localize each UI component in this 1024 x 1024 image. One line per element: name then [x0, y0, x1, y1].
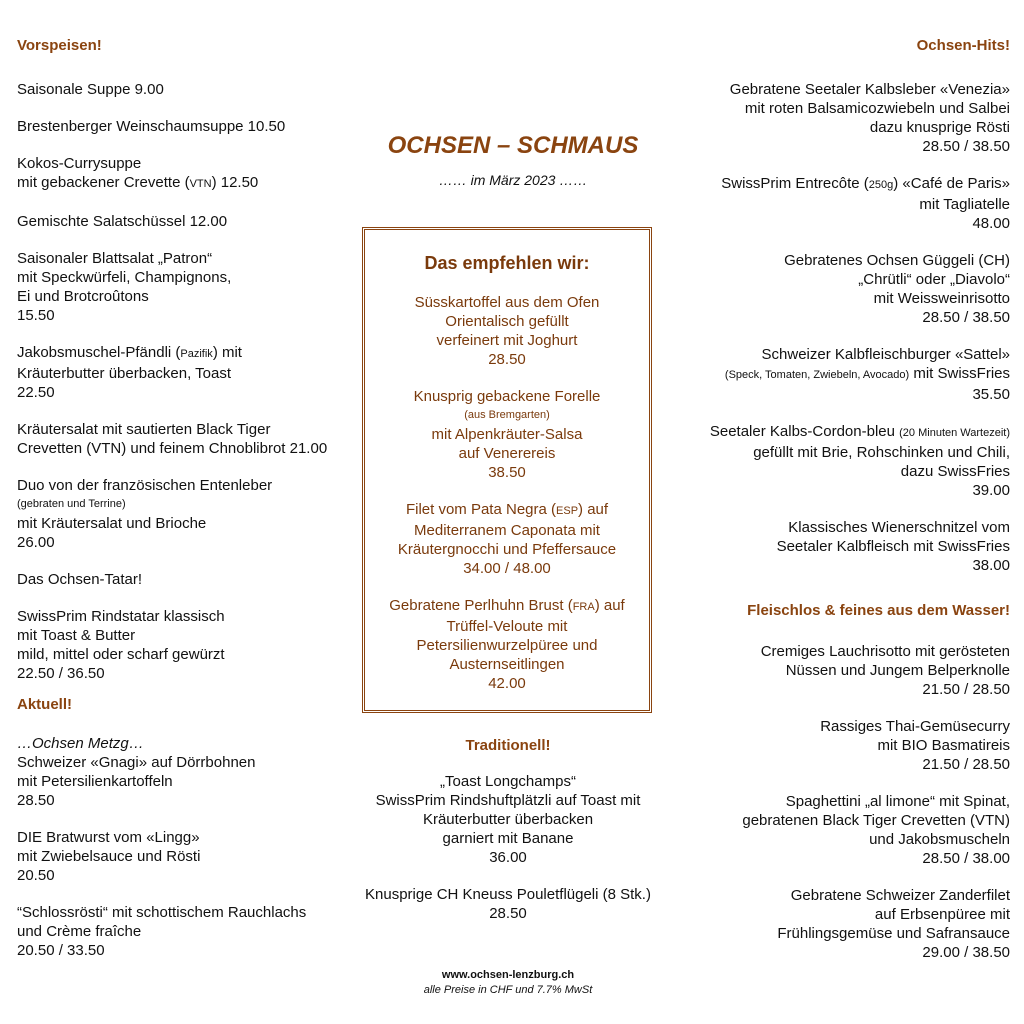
menu-item: [17, 343, 357, 402]
menu-item: [348, 772, 668, 867]
item-line: Gemischte Salatschüssel 12.00: [17, 213, 228, 230]
item-text: ) «Café de Paris»: [893, 175, 1010, 192]
item-price: 28.50: [488, 351, 526, 368]
menu-title: OCHSEN – SCHMAUS: [387, 132, 639, 159]
item-price: 39.00: [972, 482, 1010, 499]
item-price: 28.50 / 38.50: [922, 309, 1010, 326]
menu-subtitle: …… im März 2023 ……: [438, 172, 588, 188]
item-line: mit roten Balsamicozwiebeln und Salbei: [744, 100, 1010, 117]
item-line: dazu SwissFries: [900, 463, 1010, 480]
item-line: Kräuterbutter überbacken, Toast: [17, 365, 232, 382]
item-line: Das Ochsen-Tatar!: [17, 571, 143, 588]
item-line: Nüssen und Jungem Belperknolle: [785, 662, 1010, 679]
item-line: Spaghettini „al limone“ mit Spinat,: [785, 793, 1010, 810]
item-line: verfeinert mit Joghurt: [436, 332, 578, 349]
menu-item: [17, 476, 357, 552]
menu-item: [680, 518, 1010, 575]
item-subheading: …Ochsen Metzg…: [17, 735, 144, 752]
item-price: 21.50 / 28.50: [922, 756, 1010, 773]
menu-item: [680, 886, 1010, 962]
item-line: Trüffel-Veloute mit: [446, 618, 568, 635]
item-line: Schweizer «Gnagi» auf Dörrbohnen: [17, 754, 256, 771]
item-price: 26.00: [17, 534, 55, 551]
menu-item: [17, 420, 357, 458]
item-line: und Jakobsmuscheln: [869, 831, 1010, 848]
item-price: 38.50: [488, 464, 526, 481]
item-price: 42.00: [488, 675, 526, 692]
item-price: 15.50: [17, 307, 55, 324]
item-line: Cremiges Lauchrisotto mit gerösteten: [760, 643, 1010, 660]
item-line: Frühlingsgemüse und Safransauce: [777, 925, 1010, 942]
item-line: SwissPrim Rindstatar klassisch: [17, 608, 225, 625]
item-text: ) mit: [212, 344, 242, 361]
item-line: Gebratene Schweizer Zanderfilet: [790, 887, 1010, 904]
item-text: SwissPrim Entrecôte (: [721, 175, 869, 192]
footer: [348, 968, 668, 998]
menu-item: [680, 642, 1010, 699]
item-line: Schweizer Kalbfleischburger «Sattel»: [761, 346, 1010, 363]
menu-item: [680, 174, 1010, 233]
menu-item: [17, 903, 357, 960]
item-note: 250g: [868, 179, 894, 191]
item-line: Petersilienwurzelpüree und: [416, 637, 598, 654]
left-column: [17, 30, 357, 978]
item-price: 21.50 / 28.50: [922, 681, 1010, 698]
item-line: gefüllt mit Brie, Rohschinken und Chili,: [753, 444, 1010, 461]
item-line: Brestenberger Weinschaumsuppe 10.50: [17, 118, 286, 135]
item-text: ) auf: [594, 597, 625, 614]
item-line: Duo von der französischen Entenleber: [17, 477, 273, 494]
menu-item: [17, 734, 357, 810]
section-title-fleischlos: Fleischlos & feines aus dem Wasser!: [747, 602, 1010, 619]
item-price: 22.50: [17, 384, 55, 401]
item-line: [365, 500, 649, 521]
menu-item: [680, 345, 1010, 404]
item-price: 22.50 / 36.50: [17, 665, 105, 682]
item-line: Rassiges Thai-Gemüsecurry: [820, 718, 1010, 735]
item-line: Orientalisch gefüllt: [445, 313, 569, 330]
item-price: 29.00 / 38.50: [922, 944, 1010, 961]
item-line: DIE Bratwurst vom «Lingg»: [17, 829, 200, 846]
item-line: auf Erbsenpüree mit: [874, 906, 1010, 923]
menu-item: [365, 596, 649, 693]
item-line: mit Weissweinrisotto: [873, 290, 1010, 307]
item-line: mit Tagliatelle: [919, 196, 1010, 213]
item-note: (20 Minuten Wartezeit): [899, 427, 1010, 439]
item-note: FRA: [572, 601, 595, 613]
menu-item: [680, 792, 1010, 868]
item-line: mit Kräutersalat und Brioche: [17, 515, 207, 532]
right-column: [680, 30, 1010, 980]
menu-item: [680, 80, 1010, 156]
item-line: Saisonale Suppe 9.00: [17, 81, 164, 98]
item-line: dazu knusprige Rösti: [869, 119, 1010, 136]
menu-item: [365, 500, 649, 578]
item-line: Ei und Brotcroûtons: [17, 288, 149, 305]
menu-item: [365, 387, 649, 482]
item-line: [680, 174, 1010, 195]
item-line: Crevetten (VTN) und feinem Chnoblibrot 21.00: [17, 440, 328, 457]
menu-item: [17, 570, 357, 589]
menu-item: [17, 828, 357, 885]
menu-item: [17, 212, 357, 231]
menu-item: [680, 422, 1010, 500]
section-title-vorspeisen: Vorspeisen!: [17, 37, 102, 54]
item-line: Kräutergnocchi und Pfeffersauce: [397, 541, 617, 558]
item-line: Mediterranem Caponata mit: [414, 522, 600, 539]
menu-item: [17, 117, 357, 136]
item-line: SwissPrim Rindshuftplätzli auf Toast mit: [375, 792, 641, 809]
recommendation-title: Das empfehlen wir:: [424, 253, 590, 273]
item-text: ) auf: [578, 501, 609, 518]
item-note: (Speck, Tomaten, Zwiebeln, Avocado): [724, 369, 910, 381]
recommendation-box: [362, 227, 652, 713]
item-price: 38.00: [972, 557, 1010, 574]
item-line: [365, 596, 649, 617]
item-line: Süsskartoffel aus dem Ofen: [414, 294, 600, 311]
item-line: [680, 364, 1010, 385]
item-line: mit BIO Basmatireis: [877, 737, 1010, 754]
item-line: “Schlossrösti“ mit schottischem Rauchlachs: [17, 904, 307, 921]
item-line: Knusprig gebackene Forelle: [413, 388, 601, 405]
item-price: 36.00: [489, 849, 527, 866]
item-price: 28.50: [17, 792, 55, 809]
item-text: mit SwissFries: [909, 365, 1010, 382]
item-line: und Crème fraîche: [17, 923, 142, 940]
item-line: [17, 343, 357, 364]
item-line: [680, 422, 1010, 443]
menu-item: [17, 80, 357, 99]
item-line: Kokos-Currysuppe: [17, 155, 142, 172]
traditionell-list: [348, 772, 668, 941]
item-note: (aus Bremgarten): [464, 409, 550, 421]
item-line: Knusprige CH Kneuss Pouletflügeli (8 Stk.): [365, 886, 651, 903]
item-line: Saisonaler Blattsalat „Patron“: [17, 250, 213, 267]
website-link[interactable]: www.ochsen-lenzburg.ch: [441, 969, 575, 981]
item-note: (gebraten und Terrine): [17, 498, 126, 510]
item-text: Gebratene Perlhuhn Brust (: [389, 597, 573, 614]
item-line: Gebratenes Ochsen Güggeli (CH): [784, 252, 1010, 269]
item-price: 35.50: [972, 386, 1010, 403]
menu-item: [17, 607, 357, 683]
item-text: Jakobsmuschel-Pfändli (: [17, 344, 181, 361]
item-note: Pazifik: [180, 348, 213, 360]
item-line: mit Alpenkräuter-Salsa: [431, 426, 583, 443]
item-price: ) 12.50: [211, 174, 259, 191]
item-price: 20.50: [17, 867, 55, 884]
item-line: „Toast Longchamps“: [440, 773, 576, 790]
item-line: Seetaler Kalbfleisch mit SwissFries: [776, 538, 1010, 555]
item-note: ESP: [556, 505, 579, 517]
item-note: VTN: [189, 178, 212, 190]
item-price: 28.50: [489, 905, 527, 922]
item-line: „Chrütli“ oder „Diavolo“: [858, 271, 1010, 288]
item-price: 34.00 / 48.00: [463, 560, 551, 577]
item-text: Filet vom Pata Negra (: [405, 501, 557, 518]
item-line: [17, 173, 357, 194]
item-line: mit Zwiebelsauce und Rösti: [17, 848, 201, 865]
item-price: 28.50 / 38.50: [922, 138, 1010, 155]
price-note: alle Preise in CHF und 7.7% MwSt: [423, 984, 593, 996]
item-price: 28.50 / 38.00: [922, 850, 1010, 867]
item-price: 20.50 / 33.50: [17, 942, 105, 959]
item-line: garniert mit Banane: [442, 830, 574, 847]
item-line: Austernseitlingen: [449, 656, 565, 673]
section-title-ochsen-hits: Ochsen-Hits!: [916, 37, 1010, 54]
menu-item: [680, 717, 1010, 774]
menu-item: [365, 293, 649, 369]
section-title-aktuell: Aktuell!: [17, 696, 73, 713]
menu-item: [348, 885, 668, 923]
item-line: Gebratene Seetaler Kalbsleber «Venezia»: [729, 81, 1010, 98]
menu-item: [17, 154, 357, 194]
item-line: Kräutersalat mit sautierten Black Tiger: [17, 421, 271, 438]
menu-item: [17, 249, 357, 325]
item-line: mild, mittel oder scharf gewürzt: [17, 646, 225, 663]
item-line: mit Toast & Butter: [17, 627, 136, 644]
item-line: gebratenen Black Tiger Crevetten (VTN): [742, 812, 1010, 829]
item-line: mit Speckwürfeli, Champignons,: [17, 269, 232, 286]
menu-item: [680, 251, 1010, 327]
item-text: Seetaler Kalbs-Cordon-bleu: [709, 423, 900, 440]
item-line: Klassisches Wienerschnitzel vom: [788, 519, 1010, 536]
section-title-traditionell: Traditionell!: [465, 737, 551, 754]
item-line: Kräuterbutter überbacken: [422, 811, 594, 828]
item-price: 48.00: [972, 215, 1010, 232]
item-text: mit gebackener Crevette (: [17, 174, 190, 191]
item-line: mit Petersilienkartoffeln: [17, 773, 173, 790]
item-line: auf Venerereis: [458, 445, 556, 462]
